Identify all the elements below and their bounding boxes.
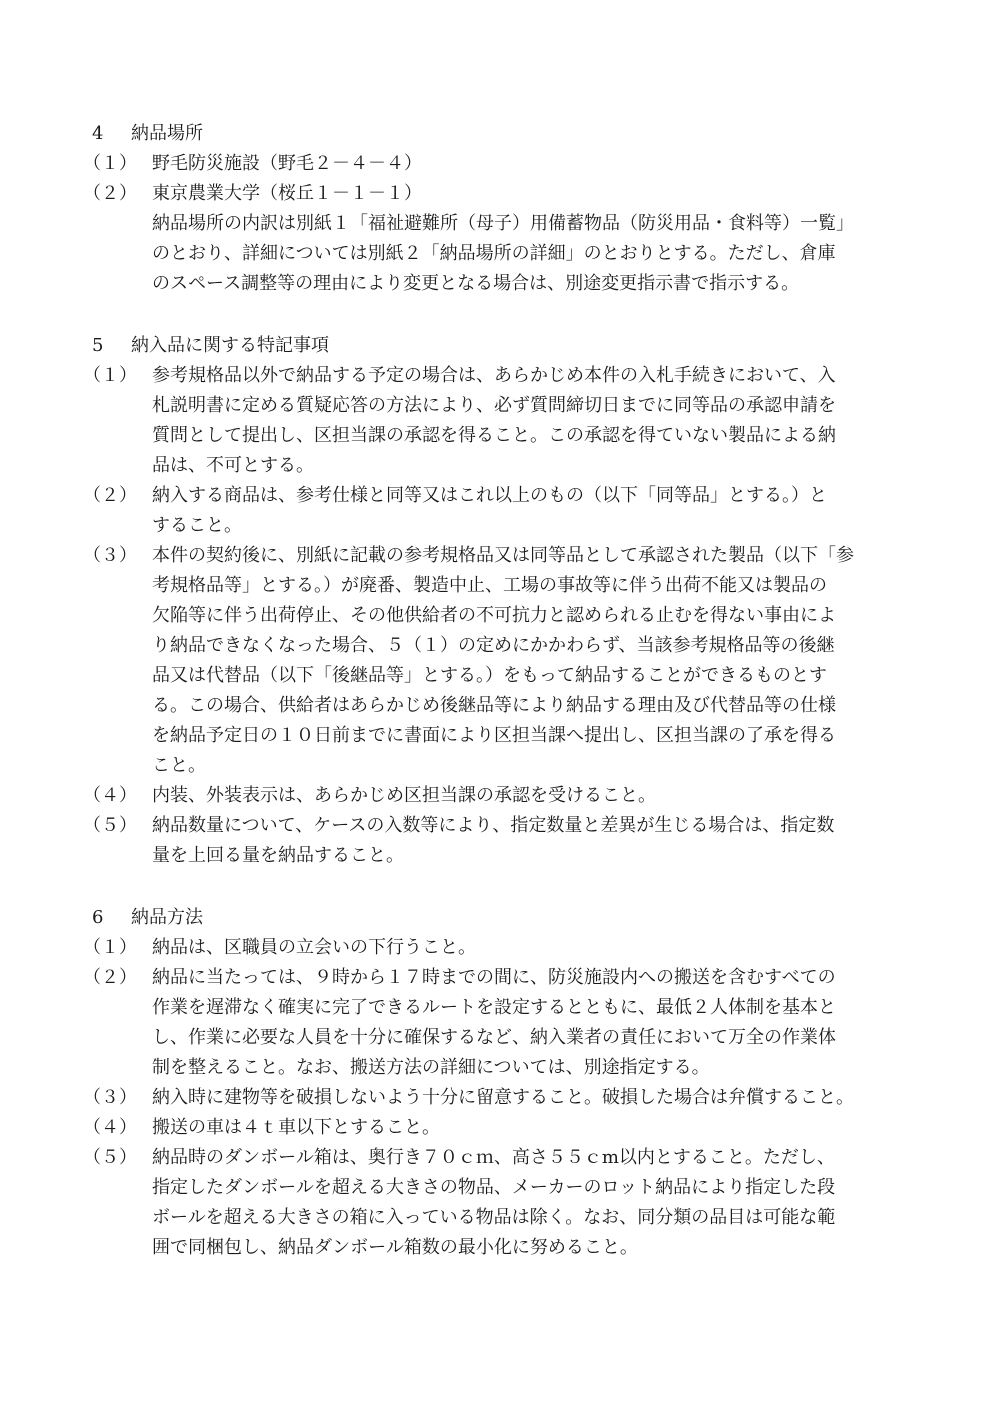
- item-text-line: のとおり、詳細については別紙２「納品場所の詳細」のとおりとする。ただし、倉庫: [152, 243, 836, 264]
- item-text-line: 作業を遅滞なく確実に完了できるルートを設定するとともに、最低２人体制を基本と: [152, 997, 836, 1018]
- list-item: [0, 933, 922, 963]
- item-label: （２）: [83, 485, 137, 506]
- list-item: [0, 963, 922, 1083]
- item-text-line: 本件の契約後に、別紙に記載の参考規格品又は同等品として承認された製品（以下「参: [152, 545, 854, 566]
- list-item: [0, 179, 922, 299]
- item-text-line: る。この場合、供給者はあらかじめ後継品等により納品する理由及び代替品等の仕様: [152, 695, 836, 716]
- item-text-line: 札説明書に定める質疑応答の方法により、必ず質問締切日までに同等品の承認申請を: [152, 395, 836, 416]
- section-number: 4: [92, 123, 104, 144]
- item-text-line: 量を上回る量を納品すること。: [152, 845, 404, 866]
- item-text-line: 搬送の車は４ｔ車以下とすること。: [152, 1117, 440, 1138]
- section-title: 納入品に関する特記事項: [131, 335, 329, 356]
- item-text-line: ボールを超える大きさの箱に入っている物品は除く。なお、同分類の品目は可能な範: [152, 1207, 836, 1228]
- item-text-line: 納品時のダンボール箱は、奥行き７０ｃｍ、高さ５５ｃm以内とすること。ただし、: [152, 1147, 835, 1168]
- item-label: （１）: [83, 937, 137, 958]
- section-heading: [0, 331, 1000, 361]
- section-4: [0, 119, 1000, 299]
- section-5: [0, 331, 1000, 871]
- item-text-line: 囲で同梱包し、納品ダンボール箱数の最小化に努めること。: [152, 1237, 638, 1258]
- item-text-line: こと。: [152, 755, 206, 776]
- section-heading: [0, 119, 1000, 149]
- item-label: （１）: [83, 365, 137, 386]
- item-text-line: 野毛防災施設（野毛２－４－４）: [152, 153, 422, 174]
- item-label: （４）: [83, 1117, 137, 1138]
- item-text-line: を納品予定日の１０日前までに書面により区担当課へ提出し、区担当課の了承を得る: [152, 725, 836, 746]
- item-label: （５）: [83, 815, 137, 836]
- list-item: [0, 811, 922, 871]
- item-text-line: 納入する商品は、参考仕様と同等又はこれ以上のもの（以下「同等品」とする。）と: [152, 485, 827, 506]
- item-text-line: し、作業に必要な人員を十分に確保するなど、納入業者の責任において万全の作業体: [152, 1027, 836, 1048]
- item-text-line: 納品場所の内訳は別紙１「福祉避難所（母子）用備蓄物品（防災用品・食料等）一覧」: [152, 213, 854, 234]
- item-text-line: 品又は代替品（以下「後継品等」とする。）をもって納品することができるものとす: [152, 665, 827, 686]
- item-text-line: 品は、不可とする。: [152, 455, 314, 476]
- item-text-line: のスペース調整等の理由により変更となる場合は、別途変更指示書で指示する。: [152, 273, 800, 294]
- item-label: （１）: [83, 153, 137, 174]
- item-text-line: 納品は、区職員の立会いの下行うこと。: [152, 937, 476, 958]
- item-text-line: 内装、外装表示は、あらかじめ区担当課の承認を受けること。: [152, 785, 656, 806]
- list-item: [0, 149, 922, 179]
- section-title: 納品場所: [131, 123, 203, 144]
- item-text-line: 納品数量について、ケースの入数等により、指定数量と差異が生じる場合は、指定数: [152, 815, 835, 836]
- item-text-line: 東京農業大学（桜丘１－１－１）: [152, 183, 422, 204]
- item-text-line: 制を整えること。なお、搬送方法の詳細については、別途指定する。: [152, 1057, 710, 1078]
- item-label: （２）: [83, 183, 137, 204]
- list-item: [0, 781, 922, 811]
- item-text-line: 納入時に建物等を破損しないよう十分に留意すること。破損した場合は弁償すること。: [152, 1087, 854, 1108]
- item-text-line: り納品できなくなった場合、５（１）の定めにかかわらず、当該参考規格品等の後継: [152, 635, 835, 656]
- section-number: 6: [92, 907, 104, 928]
- section-heading: [0, 903, 1000, 933]
- item-text-line: 参考規格品以外で納品する予定の場合は、あらかじめ本件の入札手続きにおいて、入: [152, 365, 836, 386]
- item-text-line: 欠陥等に伴う出荷停止、その他供給者の不可抗力と認められる止むを得ない事由によ: [152, 605, 836, 626]
- item-text-line: すること。: [152, 515, 242, 536]
- item-label: （４）: [83, 785, 137, 806]
- item-text-line: 考規格品等」とする。）が廃番、製造中止、工場の事故等に伴う出荷不能又は製品の: [152, 575, 827, 596]
- list-item: [0, 481, 922, 541]
- item-label: （２）: [83, 967, 137, 988]
- section-6: [0, 903, 1000, 1263]
- item-label: （５）: [83, 1147, 137, 1168]
- list-item: [0, 1113, 922, 1143]
- list-item: [0, 1083, 922, 1113]
- section-title: 納品方法: [131, 907, 203, 928]
- item-text-line: 指定したダンボールを超える大きさの物品、メーカーのロット納品により指定した段: [152, 1177, 836, 1198]
- section-number: 5: [92, 335, 104, 356]
- item-label: （３）: [83, 1087, 137, 1108]
- list-item: [0, 1143, 922, 1263]
- list-item: [0, 541, 922, 781]
- item-text-line: 納品に当たっては、９時から１７時までの間に、防災施設内への搬送を含むすべての: [152, 967, 836, 988]
- item-text-line: 質問として提出し、区担当課の承認を得ること。この承認を得ていない製品による納: [152, 425, 836, 446]
- item-label: （３）: [83, 545, 137, 566]
- list-item: [0, 361, 922, 481]
